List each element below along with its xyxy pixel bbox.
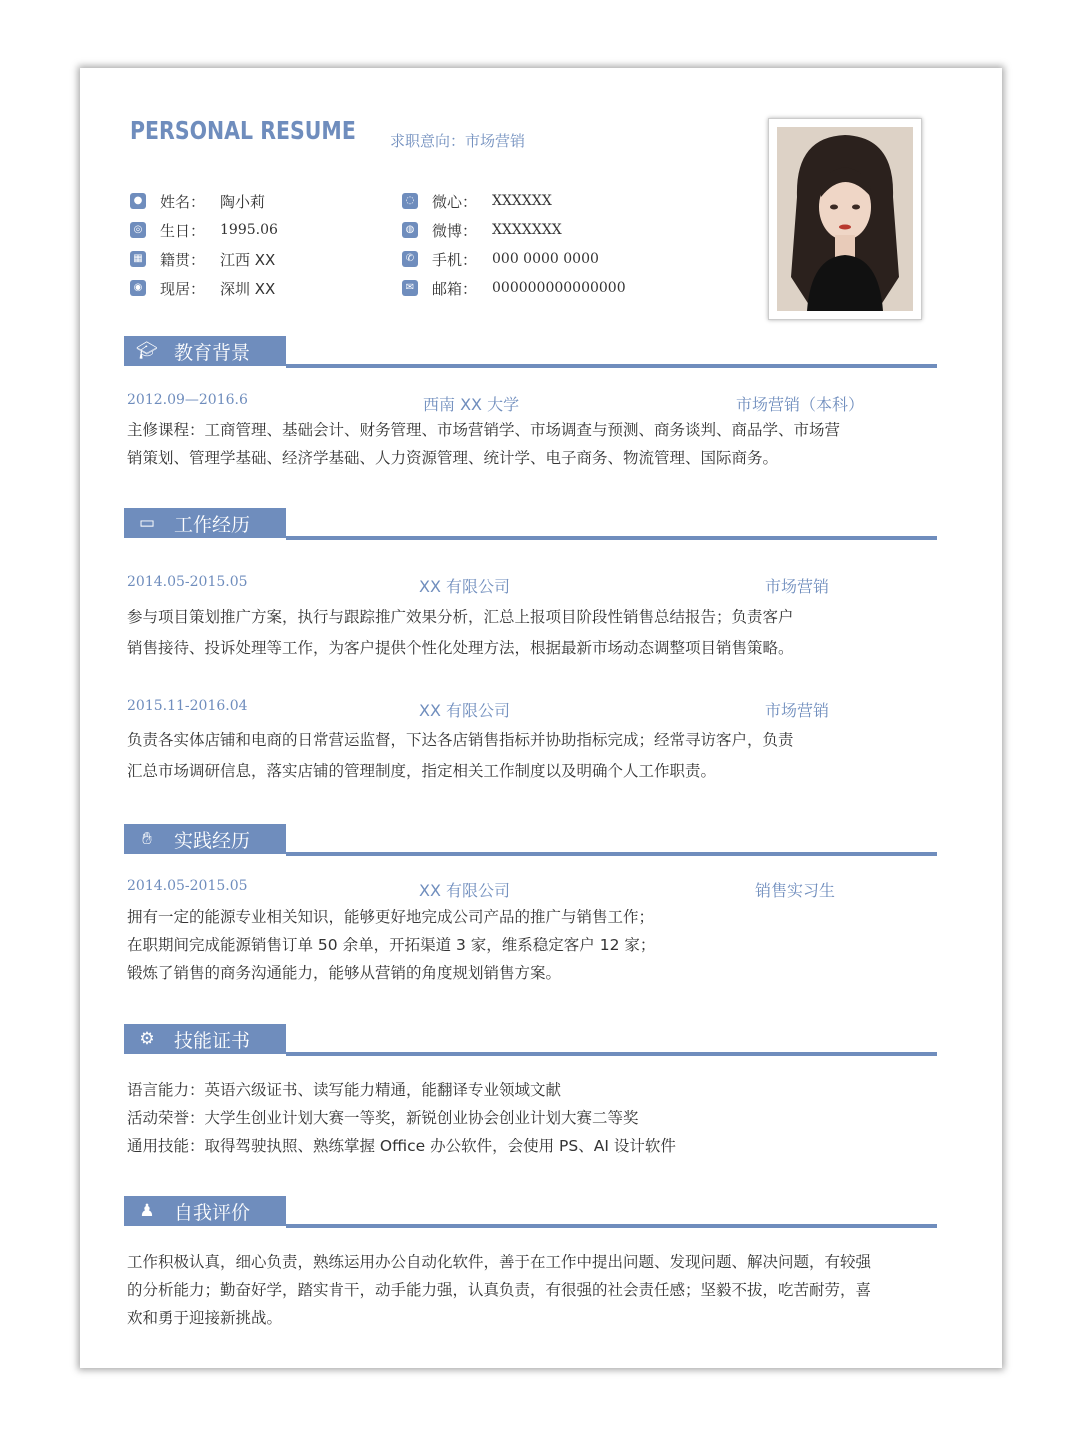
entry-role: 销售实习生 [755,881,836,900]
text-line: 在职期间完成能源销售订单 50 余单，开拓渠道 3 家，维系稳定客户 12 家； [127,936,656,954]
text-line: 欢和勇于迎接新挑战。 [127,1309,283,1327]
self-description [127,1248,907,1332]
entry-org: XX 有限公司 [419,577,511,596]
education-entry-head [127,392,907,414]
info-value: XXXXXXX [492,222,562,238]
info-label: 现居： [160,279,206,298]
section-title: 工作经历 [174,513,251,536]
practice-description [127,903,907,987]
info-email [402,276,626,300]
section-self-header [124,1196,937,1232]
entry-org: 西南 XX 大学 [423,395,520,414]
briefcase-icon: ▭ [138,513,156,533]
section-work-header [124,508,937,544]
section-divider [286,1224,937,1228]
info-value: 000 0000 0000 [492,251,599,267]
wechat-icon: ◌ [402,193,418,209]
section-title: 自我评价 [174,1201,251,1224]
entry-role: 市场营销 [765,577,830,596]
birthday-icon: ◎ [130,222,146,238]
info-name [130,189,265,213]
text-line: 锻炼了销售的商务沟通能力，能够从营销的角度规划销售方案。 [127,964,562,982]
entry-org: XX 有限公司 [419,881,511,900]
info-label: 微心： [432,192,478,211]
info-value: XXXXXX [492,193,552,209]
info-value: 陶小莉 [220,192,266,211]
section-skills-header [124,1024,937,1060]
section-divider [286,536,937,540]
entry-date: 2012.09—2016.6 [127,392,248,408]
section-title: 技能证书 [174,1029,251,1052]
text-line: 销策划、管理学基础、经济学基础、人力资源管理、统计学、电子商务、物流管理、国际商务。 [127,449,779,467]
text-line: 通用技能：取得驾驶执照、熟练掌握 Office 办公软件，会使用 PS、AI 设计软件 [127,1137,676,1155]
entry-role: 市场营销 [765,701,830,720]
info-label: 微博： [432,221,478,240]
entry-date: 2015.11-2016.04 [127,698,248,714]
section-divider [286,364,937,368]
info-value: 江西 XX [220,250,276,269]
info-label: 籍贯： [160,250,206,269]
info-value: 1995.06 [220,222,278,238]
skills-description [127,1076,907,1160]
info-hometown [130,247,275,271]
text-line: 负责各实体店铺和电商的日常营运监督，下达各店销售指标并协助指标完成；经常寻访客户，负责 [127,731,794,749]
info-weibo [402,218,562,242]
weibo-icon: ◍ [402,222,418,238]
info-label: 生日： [160,221,206,240]
practice-entry-head [127,878,907,900]
section-education-header [124,336,937,372]
section-tab [124,1196,286,1226]
section-divider [286,1052,937,1056]
job-intent: 求职意向：市场营销 [390,132,526,150]
section-tab [124,824,286,854]
resume-title: PERSONAL RESUME [130,116,356,145]
education-description [127,416,907,472]
info-value: 000000000000000 [492,280,626,296]
text-line: 参与项目策划推广方案，执行与跟踪推广效果分析，汇总上报项目阶段性销售总结报告；负责客户 [127,608,794,626]
info-wechat [402,189,552,213]
text-line: 汇总市场调研信息，落实店铺的管理制度，指定相关工作制度以及明确个人工作职责。 [127,762,717,780]
section-divider [286,852,937,856]
section-title: 实践经历 [174,829,251,852]
section-tab [124,1024,286,1054]
info-value: 深圳 XX [220,279,276,298]
phone-icon: ✆ [402,251,418,267]
text-line: 销售接待、投诉处理等工作，为客户提供个性化处理方法，根据最新市场动态调整项目销售策略。 [127,639,794,657]
gear-icon: ⚙ [139,1029,155,1049]
text-line: 拥有一定的能源专业相关知识，能够更好地完成公司产品的推广与销售工作； [127,908,655,926]
text-line: 主修课程：工商管理、基础会计、财务管理、市场营销学、市场调查与预测、商务谈判、商品学、市场营 [127,421,841,439]
work-description [127,602,907,664]
resume-sheet [80,68,1002,1368]
section-tab [124,336,286,366]
entry-date: 2014.05-2015.05 [127,878,248,894]
info-birthday [130,218,278,242]
work-description [127,725,907,787]
work-entry-head [127,574,907,596]
text-line: 语言能力：英语六级证书、读写能力精通，能翻译专业领域文献 [127,1081,562,1099]
info-phone [402,247,599,271]
info-residence [130,276,275,300]
text-line: 活动荣誉：大学生创业计划大赛一等奖，新锐创业协会创业计划大赛二等奖 [127,1109,639,1127]
calendar-icon: ▦ [130,251,146,267]
text-line: 的分析能力；勤奋好学，踏实肯干，动手能力强，认真负责，有很强的社会责任感；坚毅不拔，吃苦耐劳，喜 [127,1281,872,1299]
handshake-icon: ✋︎ [142,829,152,849]
graduation-cap-icon: 🎓︎ [136,341,158,361]
work-entry-head [127,698,907,720]
section-practice-header [124,824,937,860]
text-line: 工作积极认真，细心负责，熟练运用办公自动化软件，善于在工作中提出问题、发现问题、解决问题，有较强 [127,1253,872,1271]
profile-photo [768,118,922,320]
user-icon: ● [130,193,146,209]
portrait-illustration [777,127,913,311]
entry-role: 市场营销（本科） [736,395,865,414]
mail-icon: ✉ [402,280,418,296]
person-icon: ♟︎ [139,1201,155,1221]
entry-date: 2014.05-2015.05 [127,574,248,590]
info-label: 姓名： [160,192,206,211]
info-label: 手机： [432,250,478,269]
portrait-image [777,127,913,311]
location-icon: ◉ [130,280,146,296]
info-label: 邮箱： [432,279,478,298]
section-title: 教育背景 [174,341,251,364]
entry-org: XX 有限公司 [419,701,511,720]
section-tab [124,508,286,538]
